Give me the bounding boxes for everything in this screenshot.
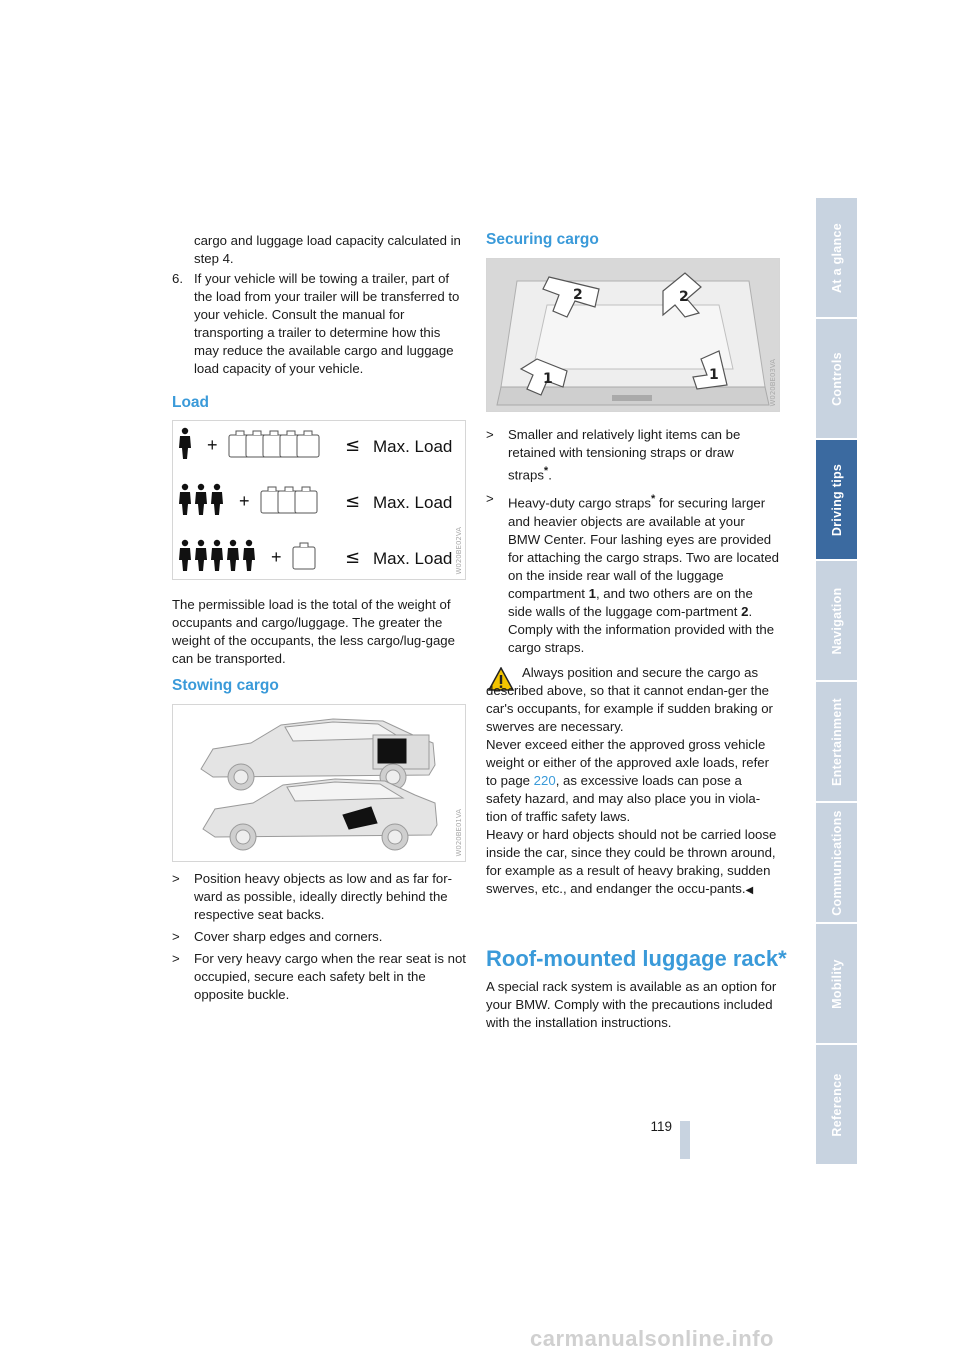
person-icon [227,540,239,571]
page-marker-bar [680,1121,690,1159]
load-diagram [173,421,465,579]
roof-rack-paragraph: A special rack system is available as an option for your BMW. Comply with the precautions included with the installation instructions. [486,979,777,1030]
step-6-text: If your vehicle will be towing a trailer, part of the load from your trailer will be transferred to your vehicle. Consult the manual for transporting a trailer to determine how this may reduce the available cargo and luggage load capacity of your vehicle. [194,271,460,376]
list-item: > For very heavy cargo when the rear seat is not occupied, secure each safety belt in the opposite buckle. [172,951,466,1002]
step-continuation: cargo and luggage load capacity calculated in step 4. [194,233,461,266]
list-item: > Position heavy objects as low and as far for-ward as possible, ideally directly behind the respective seat backs. [172,871,453,922]
figure-code: W020BE01VA [455,809,463,857]
step-6 [172,270,466,378]
leq-sign: ≤ [345,435,361,456]
callout-1: 1 [709,367,719,383]
stowing-figure [172,704,466,862]
person-icon [179,484,191,515]
warning-para-3: Heavy or hard objects should not be carried loose inside the car, since they could be thrown around, for example as a result of heavy braking, sudden swerves, etc., and endanger the occu-pants.◀ [486,827,777,896]
end-mark-icon: ◀ [745,885,754,896]
max-load-label: Max. Load [373,437,453,456]
max-load-label: Max. Load [373,549,453,568]
tab-communications[interactable]: Communications [816,803,857,922]
tab-mobility[interactable]: Mobility [816,924,857,1043]
tab-controls[interactable]: Controls [816,319,857,438]
securing-figure [486,258,780,412]
page-link-220[interactable]: 220 [533,773,556,788]
plus-sign: + [271,547,282,567]
suitcase-icon [293,543,315,569]
stowing-bullets [172,870,466,1004]
suitcase-icon [295,487,317,513]
callout-2: 2 [679,289,689,305]
car-side-illustration [173,705,465,861]
leq-sign: ≤ [345,547,361,568]
figure-code: W020BE03VA [769,359,777,407]
warning-para-2: Never exceed either the approved gross vehicle weight or either of the approved axle loads, refer to page 220, as excessive loads can pose a safety hazard, and may also place you in viola-tion of traffic safety laws. [486,737,769,824]
callout-1: 1 [543,371,553,387]
person-icon [195,540,207,571]
securing-bullets [486,426,780,657]
tab-navigation[interactable]: Navigation [816,561,857,680]
chapter-tabs [816,198,857,1166]
warning-text [486,664,780,900]
person-icon [195,484,207,515]
load-figure [172,420,466,580]
option-star: * [650,493,656,506]
figure-code: W020BE02VA [455,527,463,575]
plus-sign: + [207,435,218,455]
stowing-heading: Stowing cargo [172,677,279,694]
list-item: > Smaller and relatively light items can be retained with tensioning straps or draw straps*. [486,427,741,483]
step-number: 6. [172,271,183,286]
person-icon [211,484,223,515]
page-number: 119 [650,1119,672,1134]
person-icon [243,540,255,571]
max-load-label: Max. Load [373,493,453,512]
roof-rack-heading: Roof-mounted luggage rack* [486,946,787,971]
option-star: * [543,465,549,477]
callout-2: 2 [573,287,583,303]
list-item: > Heavy-duty cargo straps* for securing larger and heavier objects are available at your BMW Center. Four lashing eyes are provided for attaching the cargo straps. Two are located on the inside rear wall of the luggage compartment 1, and two others are on the side walls of the luggage com-partment 2. Comply with the information provided with the cargo straps. [486,491,779,655]
person-icon [179,428,191,459]
tab-at-a-glance[interactable]: At a glance [816,198,857,317]
load-heading: Load [172,394,210,411]
luggage-compartment-illustration [487,259,779,411]
plus-sign: + [239,491,250,511]
leq-sign: ≤ [345,491,361,512]
watermark: carmanualsonline.info [530,1326,774,1351]
suitcase-icon [297,431,319,457]
person-icon [211,540,223,571]
tab-entertainment[interactable]: Entertainment [816,682,857,801]
load-paragraph: The permissible load is the total of the weight of occupants and cargo/luggage. The greater the weight of the occupants, the less cargo/lug-gage can be transported. [172,597,455,666]
tab-reference[interactable]: Reference [816,1045,857,1164]
tab-driving-tips[interactable]: Driving tips [816,440,857,559]
list-item: > Cover sharp edges and corners. [172,929,383,944]
securing-heading: Securing cargo [486,231,599,248]
person-icon [179,540,191,571]
warning-para-1: Always position and secure the cargo as described above, so that it cannot endan-ger the car's occupants, for example if sudden braking or swerves are necessary. [486,665,773,734]
